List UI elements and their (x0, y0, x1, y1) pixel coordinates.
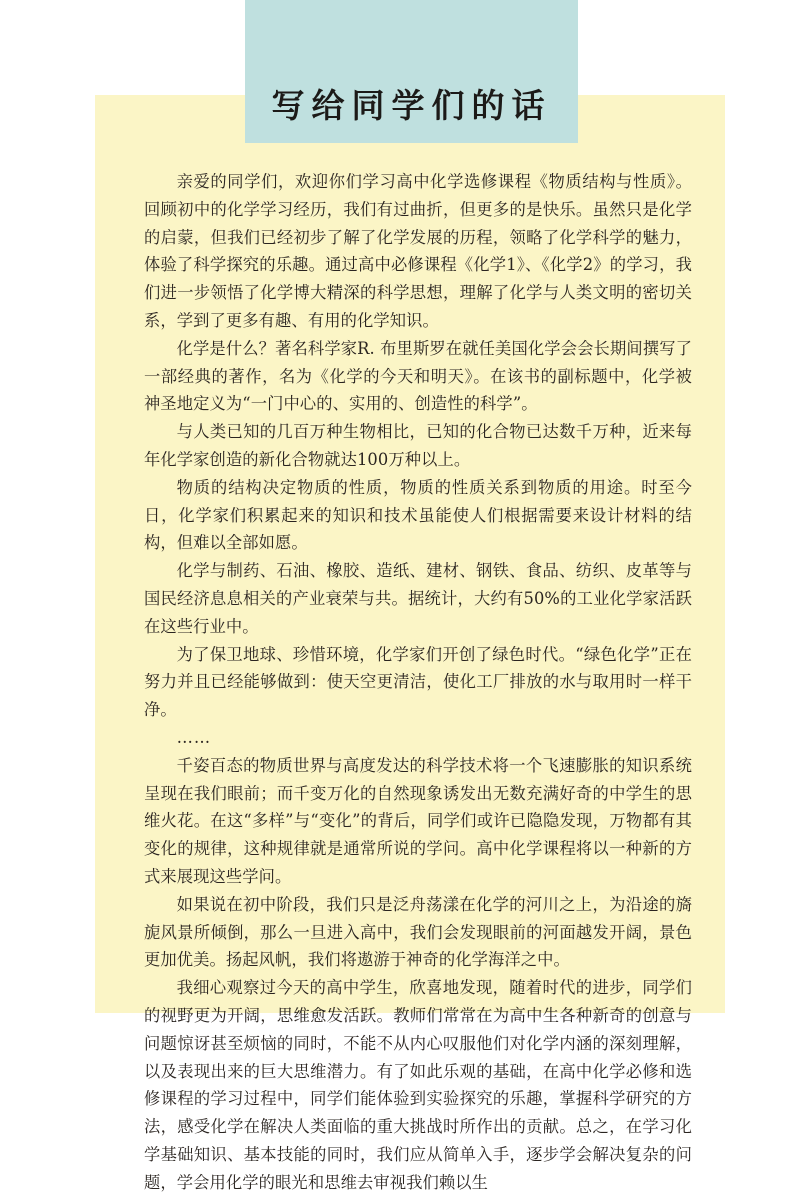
paragraph: 与人类已知的几百万种生物相比，已知的化合物已达数千万种，近来每年化学家创造的新化合物就达100万种以上。 (144, 422, 692, 469)
paragraph: 亲爱的同学们，欢迎你们学习高中化学选修课程《物质结构与性质》。回顾初中的化学学习经历，我们有过曲折，但更多的是快乐。虽然只是化学的启蒙，但我们已经初步了解了化学发展的历程，领略了化学科学的魅力，体验了科学探究的乐趣。通过高中必修课程《化学1》、《化学2》的学习，我们进一步领悟了化学博大精深的科学思想，理解了化学与人类文明的密切关系，学到了更多有趣、有用的化学知识。 (144, 172, 692, 330)
ellipsis: …… (176, 727, 212, 747)
title-banner (245, 0, 578, 143)
paragraph: 我细心观察过今天的高中学生，欣喜地发现，随着时代的进步，同学们的视野更为开阔，思维愈发活跃。教师们常常在为高中生各种新奇的创意与问题惊讶甚至烦恼的同时，不能不从内心叹服他们对化学内涵的深刻理解，以及表现出来的巨大思维潜力。有了如此乐观的基础，在高中化学必修和选修课程的学习过程中，同学们能体验到实验探究的乐趣，掌握科学研究的方法，感受化学在解决人类面临的重大挑战时所作出的贡献。总之，在学习化学基础知识、基本技能的同时，我们应从简单入手，逐步学会解决复杂的问题，学会用化学的眼光和思维去审视我们赖以生 (144, 978, 692, 1192)
letter-body (144, 168, 692, 1196)
paragraph: 如果说在初中阶段，我们只是泛舟荡漾在化学的河川之上，为沿途的旖旎风景所倾倒，那么一旦进入高中，我们会发现眼前的河面越发开阔，景色更加优美。扬起风帆，我们将遨游于神奇的化学海洋之中。 (144, 894, 692, 970)
paragraph: 为了保卫地球、珍惜环境，化学家们开创了绿色时代。“绿色化学”正在努力并且已经能够做到：使天空更清洁，使化工厂排放的水与取用时一样干净。 (144, 644, 692, 720)
paragraph: 化学与制药、石油、橡胶、造纸、建材、钢铁、食品、纺织、皮革等与国民经济息息相关的产业衰荣与共。据统计，大约有50%的工业化学家活跃在这些行业中。 (144, 561, 692, 636)
paragraph: 千姿百态的物质世界与高度发达的科学技术将一个飞速膨胀的知识系统呈现在我们眼前；而千变万化的自然现象诱发出无数充满好奇的中学生的思维火花。在这“多样”与“变化”的背后，同学们或许已隐隐发现，万物都有其变化的规律，这种规律就是通常所说的学问。高中化学课程将以一种新的方式来展现这些学问。 (144, 755, 692, 886)
page-title: 写给同学们的话 (271, 86, 552, 125)
paragraph: 物质的结构决定物质的性质，物质的性质关系到物质的用途。时至今日，化学家们积累起来的知识和技术虽能使人们根据需要来设计材料的结构，但难以全部如愿。 (144, 477, 692, 553)
paragraph: 化学是什么？著名科学家R. 布里斯罗在就任美国化学会会长期间撰写了一部经典的著作，名为《化学的今天和明天》。在该书的副标题中，化学被神圣地定义为“一门中心的、实用的、创造性的科学”。 (144, 338, 692, 414)
